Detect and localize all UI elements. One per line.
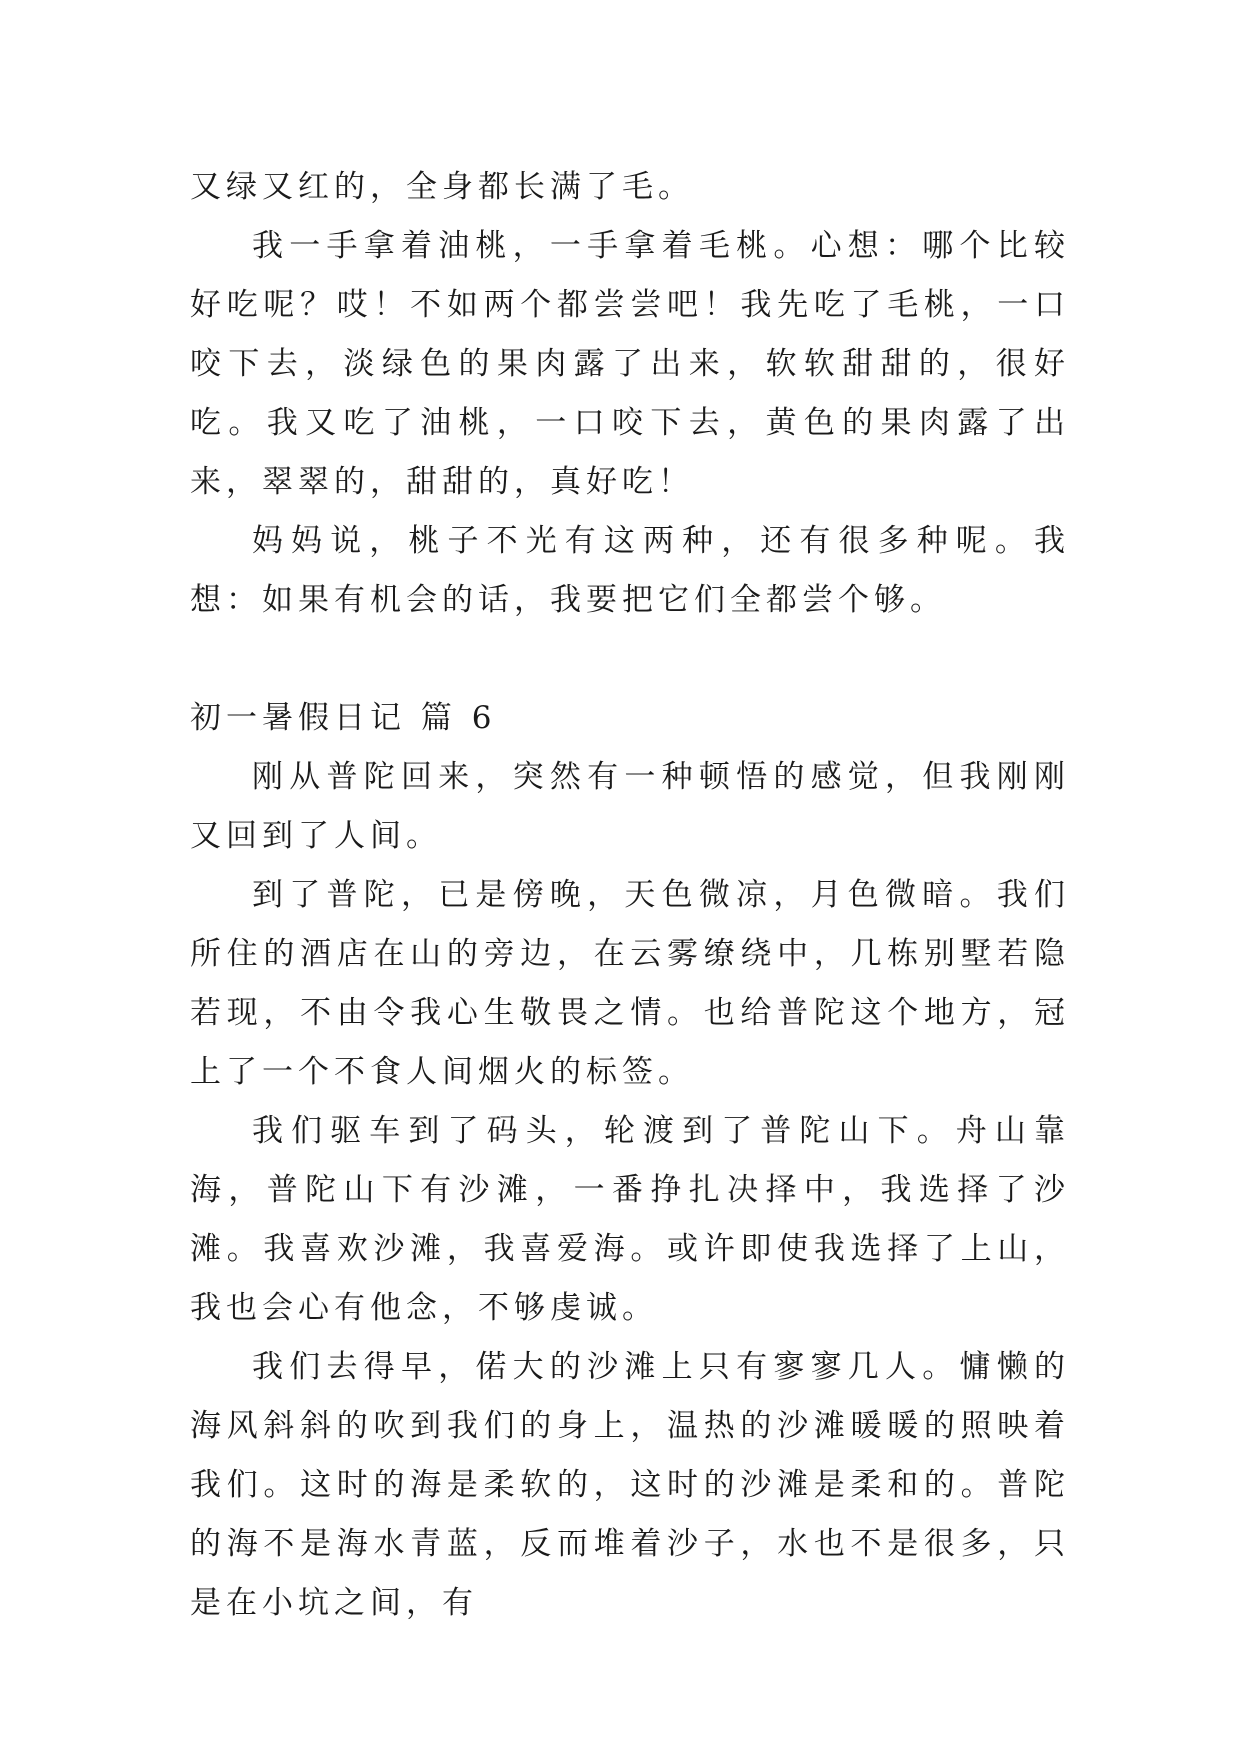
document-body (190, 158, 1070, 1633)
paragraph: 刚从普陀回来，突然有一种顿悟的感觉，但我刚刚又回到了人间。 (190, 759, 1070, 854)
paragraph: 妈妈说，桃子不光有这两种，还有很多种呢。我想：如果有机会的话，我要把它们全都尝个够。 (190, 523, 1070, 618)
section-heading: 初一暑假日记 篇 6 (190, 700, 497, 736)
paragraph: 到了普陀，已是傍晚，天色微凉，月色微暗。我们所住的酒店在山的旁边，在云雾缭绕中，几栋别墅若隐若现，不由令我心生敬畏之情。也给普陀这个地方，冠上了一个不食人间烟火的标签。 (190, 877, 1070, 1090)
paragraph: 我一手拿着油桃，一手拿着毛桃。心想：哪个比较好吃呢？哎！不如两个都尝尝吧！我先吃了毛桃，一口咬下去，淡绿色的果肉露了出来，软软甜甜的，很好吃。我又吃了油桃，一口咬下去，黄色的果肉露了出来，翠翠的，甜甜的，真好吃！ (190, 228, 1070, 500)
paragraph-continued: 又绿又红的，全身都长满了毛。 (190, 169, 694, 205)
paragraph: 我们驱车到了码头，轮渡到了普陀山下。舟山靠海，普陀山下有沙滩，一番挣扎决择中，我选择了沙滩。我喜欢沙滩，我喜爱海。或许即使我选择了上山，我也会心有他念，不够虔诚。 (190, 1113, 1070, 1326)
paragraph: 我们去得早，偌大的沙滩上只有寥寥几人。慵懒的海风斜斜的吹到我们的身上，温热的沙滩暖暖的照映着我们。这时的海是柔软的，这时的沙滩是柔和的。普陀的海不是海水青蓝，反而堆着沙子，水也不是很多，只是在小坑之间，有 (190, 1349, 1070, 1621)
